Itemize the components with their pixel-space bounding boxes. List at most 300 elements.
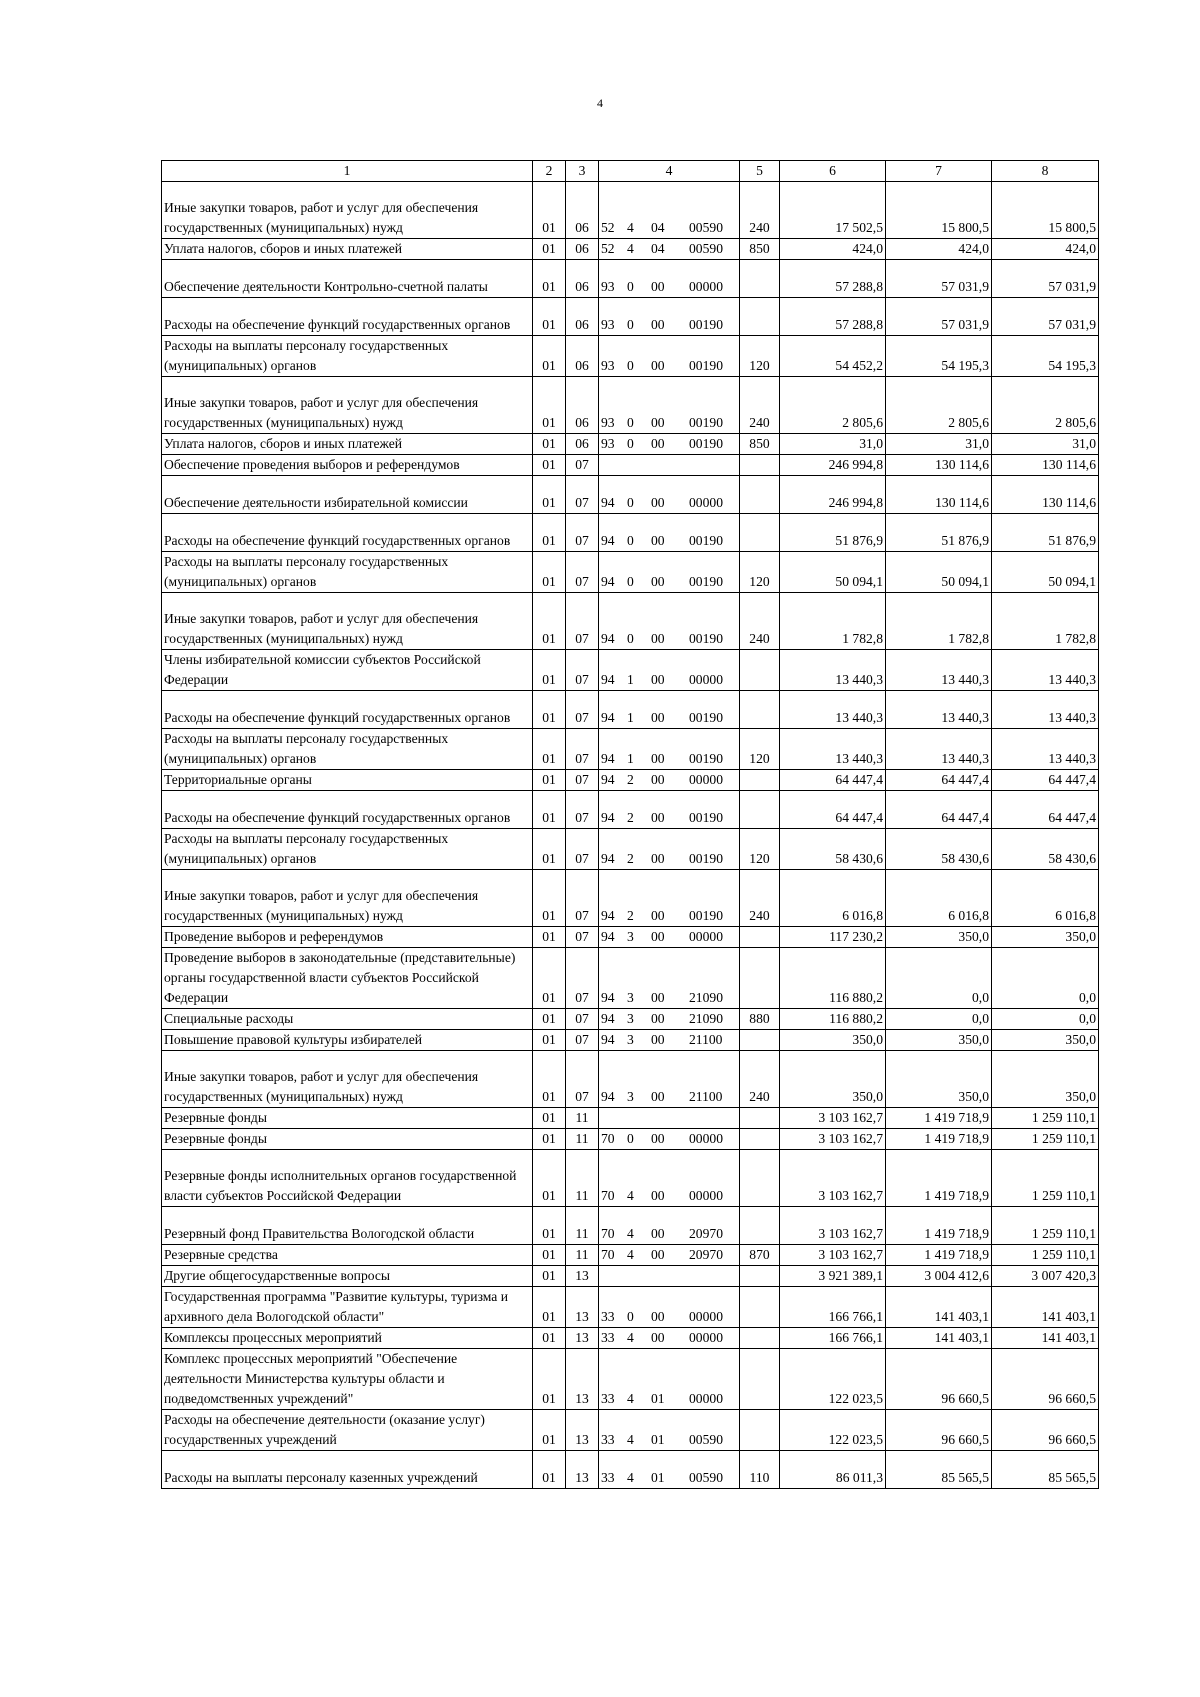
row-expense-type-code — [740, 1410, 780, 1451]
row-amount-3: 141 403,1 — [992, 1287, 1099, 1328]
target-article-segment: 20970 — [689, 1226, 723, 1241]
row-amount-1: 3 103 162,7 — [780, 1108, 886, 1129]
row-amount-2: 1 782,8 — [886, 593, 992, 650]
row-subsection-code: 07 — [566, 791, 599, 829]
row-section-code: 01 — [533, 239, 566, 260]
row-amount-2: 141 403,1 — [886, 1328, 992, 1349]
table-row — [162, 239, 1099, 260]
target-article-segment: 94 — [601, 631, 615, 646]
row-subsection-code: 07 — [566, 829, 599, 870]
table-row — [162, 1451, 1099, 1489]
table-row — [162, 455, 1099, 476]
row-amount-3: 0,0 — [992, 948, 1099, 1009]
row-amount-1: 6 016,8 — [780, 870, 886, 927]
row-amount-2: 6 016,8 — [886, 870, 992, 927]
row-amount-1: 57 288,8 — [780, 298, 886, 336]
row-amount-1: 50 094,1 — [780, 552, 886, 593]
row-amount-2: 13 440,3 — [886, 650, 992, 691]
row-section-code: 01 — [533, 1009, 566, 1030]
target-article-segment: 00190 — [689, 710, 723, 725]
row-subsection-code: 11 — [566, 1207, 599, 1245]
row-section-code: 01 — [533, 948, 566, 1009]
row-expense-type-code — [740, 1266, 780, 1287]
row-amount-2: 424,0 — [886, 239, 992, 260]
target-article-segment: 00590 — [689, 1470, 723, 1485]
row-name: Иные закупки товаров, работ и услуг для обеспечения государственных (муниципальных) нужд — [162, 182, 533, 239]
target-article-segment: 93 — [601, 415, 615, 430]
row-amount-2: 57 031,9 — [886, 260, 992, 298]
row-section-code: 01 — [533, 377, 566, 434]
row-amount-1: 246 994,8 — [780, 476, 886, 514]
row-section-code: 01 — [533, 182, 566, 239]
row-subsection-code: 07 — [566, 1030, 599, 1051]
target-article-segment: 0 — [627, 436, 634, 451]
target-article-segment: 0 — [627, 574, 634, 589]
target-article-segment: 4 — [627, 1470, 634, 1485]
row-target-article-code — [599, 927, 740, 948]
row-amount-1: 3 103 162,7 — [780, 1150, 886, 1207]
row-section-code: 01 — [533, 927, 566, 948]
target-article-segment: 0 — [627, 631, 634, 646]
row-amount-2: 1 419 718,9 — [886, 1108, 992, 1129]
target-article-segment: 70 — [601, 1226, 615, 1241]
row-expense-type-code — [740, 770, 780, 791]
target-article-segment: 70 — [601, 1247, 615, 1262]
row-expense-type-code: 120 — [740, 336, 780, 377]
row-target-article-code — [599, 455, 740, 476]
row-amount-3: 350,0 — [992, 1030, 1099, 1051]
target-article-segment: 21100 — [689, 1089, 723, 1104]
row-section-code: 01 — [533, 870, 566, 927]
target-article-segment: 00 — [651, 710, 665, 725]
row-target-article-code — [599, 1009, 740, 1030]
table-row — [162, 791, 1099, 829]
row-section-code: 01 — [533, 650, 566, 691]
target-article-segment: 00 — [651, 533, 665, 548]
target-article-segment: 4 — [627, 1391, 634, 1406]
target-article-segment: 2 — [627, 772, 634, 787]
target-article-segment: 00 — [651, 772, 665, 787]
target-article-segment: 3 — [627, 1089, 634, 1104]
row-target-article-code — [599, 1328, 740, 1349]
table-row — [162, 552, 1099, 593]
row-target-article-code — [599, 1451, 740, 1489]
row-amount-2: 1 419 718,9 — [886, 1245, 992, 1266]
row-amount-2: 96 660,5 — [886, 1410, 992, 1451]
row-expense-type-code: 110 — [740, 1451, 780, 1489]
target-article-segment: 4 — [627, 220, 634, 235]
row-target-article-code — [599, 1287, 740, 1328]
row-amount-3: 130 114,6 — [992, 476, 1099, 514]
row-target-article-code — [599, 1207, 740, 1245]
row-name: Резервные фонды исполнительных органов государственной власти субъектов Российской Федерации — [162, 1150, 533, 1207]
target-article-segment: 20970 — [689, 1247, 723, 1262]
table-row — [162, 829, 1099, 870]
target-article-segment: 00 — [651, 990, 665, 1005]
row-subsection-code: 11 — [566, 1108, 599, 1129]
row-expense-type-code: 120 — [740, 729, 780, 770]
table-row — [162, 1108, 1099, 1129]
header-col-5: 5 — [740, 161, 780, 182]
row-target-article-code — [599, 1245, 740, 1266]
row-amount-3: 350,0 — [992, 1051, 1099, 1108]
row-amount-1: 86 011,3 — [780, 1451, 886, 1489]
row-amount-1: 3 103 162,7 — [780, 1129, 886, 1150]
row-expense-type-code — [740, 260, 780, 298]
row-amount-3: 1 259 110,1 — [992, 1108, 1099, 1129]
target-article-segment: 3 — [627, 1032, 634, 1047]
target-article-segment: 94 — [601, 908, 615, 923]
row-target-article-code — [599, 336, 740, 377]
target-article-segment: 00 — [651, 1032, 665, 1047]
row-amount-1: 64 447,4 — [780, 770, 886, 791]
target-article-segment: 00 — [651, 358, 665, 373]
table-row — [162, 870, 1099, 927]
row-subsection-code: 07 — [566, 514, 599, 552]
row-amount-3: 85 565,5 — [992, 1451, 1099, 1489]
target-article-segment: 70 — [601, 1131, 615, 1146]
row-amount-1: 116 880,2 — [780, 948, 886, 1009]
row-amount-3: 1 259 110,1 — [992, 1150, 1099, 1207]
target-article-segment: 94 — [601, 990, 615, 1005]
table-header-row — [162, 161, 1099, 182]
table-row — [162, 260, 1099, 298]
row-name: Расходы на обеспечение функций государственных органов — [162, 791, 533, 829]
row-name: Расходы на выплаты персоналу государственных (муниципальных) органов — [162, 552, 533, 593]
row-section-code: 01 — [533, 514, 566, 552]
target-article-segment: 0 — [627, 1131, 634, 1146]
row-expense-type-code — [740, 1287, 780, 1328]
target-article-segment: 4 — [627, 1188, 634, 1203]
row-amount-2: 130 114,6 — [886, 476, 992, 514]
row-amount-3: 6 016,8 — [992, 870, 1099, 927]
target-article-segment: 00000 — [689, 279, 723, 294]
row-section-code: 01 — [533, 1451, 566, 1489]
table-row — [162, 182, 1099, 239]
table-row — [162, 1266, 1099, 1287]
header-col-2: 2 — [533, 161, 566, 182]
table-row — [162, 1030, 1099, 1051]
row-target-article-code — [599, 948, 740, 1009]
table-row — [162, 1287, 1099, 1328]
target-article-segment: 00190 — [689, 751, 723, 766]
row-subsection-code: 11 — [566, 1129, 599, 1150]
target-article-segment: 94 — [601, 851, 615, 866]
row-expense-type-code: 240 — [740, 593, 780, 650]
row-target-article-code — [599, 1150, 740, 1207]
row-amount-3: 13 440,3 — [992, 729, 1099, 770]
row-amount-3: 57 031,9 — [992, 298, 1099, 336]
target-article-segment: 21090 — [689, 990, 723, 1005]
target-article-segment: 94 — [601, 1032, 615, 1047]
row-amount-1: 31,0 — [780, 434, 886, 455]
row-target-article-code — [599, 514, 740, 552]
row-subsection-code: 13 — [566, 1328, 599, 1349]
row-target-article-code — [599, 1051, 740, 1108]
row-amount-3: 31,0 — [992, 434, 1099, 455]
target-article-segment: 94 — [601, 1089, 615, 1104]
row-name: Специальные расходы — [162, 1009, 533, 1030]
row-amount-1: 3 921 389,1 — [780, 1266, 886, 1287]
row-amount-2: 1 419 718,9 — [886, 1207, 992, 1245]
target-article-segment: 00000 — [689, 1188, 723, 1203]
row-name: Расходы на выплаты персоналу казенных учреждений — [162, 1451, 533, 1489]
row-expense-type-code: 870 — [740, 1245, 780, 1266]
target-article-segment: 1 — [627, 672, 634, 687]
row-section-code: 01 — [533, 791, 566, 829]
table-row — [162, 1051, 1099, 1108]
target-article-segment: 33 — [601, 1309, 615, 1324]
target-article-segment: 94 — [601, 1011, 615, 1026]
row-subsection-code: 07 — [566, 1051, 599, 1108]
table-row — [162, 336, 1099, 377]
target-article-segment: 00000 — [689, 772, 723, 787]
row-name: Другие общегосударственные вопросы — [162, 1266, 533, 1287]
row-amount-1: 122 023,5 — [780, 1349, 886, 1410]
row-amount-2: 64 447,4 — [886, 770, 992, 791]
row-amount-2: 141 403,1 — [886, 1287, 992, 1328]
target-article-segment: 01 — [651, 1470, 665, 1485]
target-article-segment: 33 — [601, 1470, 615, 1485]
row-amount-2: 51 876,9 — [886, 514, 992, 552]
row-section-code: 01 — [533, 1129, 566, 1150]
row-subsection-code: 13 — [566, 1266, 599, 1287]
row-amount-3: 64 447,4 — [992, 770, 1099, 791]
row-target-article-code — [599, 298, 740, 336]
row-amount-3: 57 031,9 — [992, 260, 1099, 298]
target-article-segment: 00190 — [689, 533, 723, 548]
row-section-code: 01 — [533, 1108, 566, 1129]
row-amount-3: 15 800,5 — [992, 182, 1099, 239]
target-article-segment: 00190 — [689, 631, 723, 646]
target-article-segment: 00190 — [689, 317, 723, 332]
header-col-4: 4 — [599, 161, 740, 182]
row-section-code: 01 — [533, 336, 566, 377]
table-row — [162, 593, 1099, 650]
row-amount-1: 3 103 162,7 — [780, 1245, 886, 1266]
header-col-3: 3 — [566, 161, 599, 182]
target-article-segment: 00 — [651, 1330, 665, 1345]
row-name: Уплата налогов, сборов и иных платежей — [162, 239, 533, 260]
target-article-segment: 00000 — [689, 1309, 723, 1324]
row-subsection-code: 13 — [566, 1451, 599, 1489]
row-name: Комплексы процессных мероприятий — [162, 1328, 533, 1349]
target-article-segment: 00000 — [689, 1330, 723, 1345]
table-row — [162, 770, 1099, 791]
row-amount-2: 64 447,4 — [886, 791, 992, 829]
table-row — [162, 1009, 1099, 1030]
row-amount-3: 13 440,3 — [992, 691, 1099, 729]
row-amount-2: 2 805,6 — [886, 377, 992, 434]
row-section-code: 01 — [533, 298, 566, 336]
target-article-segment: 00 — [651, 751, 665, 766]
row-amount-3: 1 259 110,1 — [992, 1245, 1099, 1266]
target-article-segment: 04 — [651, 220, 665, 235]
table-row — [162, 1150, 1099, 1207]
target-article-segment: 21100 — [689, 1032, 723, 1047]
row-expense-type-code — [740, 1108, 780, 1129]
row-amount-1: 54 452,2 — [780, 336, 886, 377]
target-article-segment: 4 — [627, 241, 634, 256]
row-amount-3: 424,0 — [992, 239, 1099, 260]
row-section-code: 01 — [533, 1030, 566, 1051]
row-amount-1: 3 103 162,7 — [780, 1207, 886, 1245]
row-subsection-code: 07 — [566, 948, 599, 1009]
row-subsection-code: 07 — [566, 476, 599, 514]
row-target-article-code — [599, 1349, 740, 1410]
row-section-code: 01 — [533, 829, 566, 870]
target-article-segment: 00190 — [689, 415, 723, 430]
target-article-segment: 00 — [651, 495, 665, 510]
row-amount-2: 350,0 — [886, 1030, 992, 1051]
row-section-code: 01 — [533, 1245, 566, 1266]
row-expense-type-code — [740, 927, 780, 948]
row-amount-2: 15 800,5 — [886, 182, 992, 239]
row-target-article-code — [599, 1108, 740, 1129]
row-expense-type-code — [740, 791, 780, 829]
header-col-1: 1 — [162, 161, 533, 182]
target-article-segment: 2 — [627, 810, 634, 825]
row-target-article-code — [599, 434, 740, 455]
target-article-segment: 94 — [601, 672, 615, 687]
row-amount-3: 50 094,1 — [992, 552, 1099, 593]
row-target-article-code — [599, 552, 740, 593]
row-subsection-code: 07 — [566, 870, 599, 927]
row-section-code: 01 — [533, 1328, 566, 1349]
row-amount-2: 13 440,3 — [886, 691, 992, 729]
row-amount-2: 57 031,9 — [886, 298, 992, 336]
row-amount-1: 116 880,2 — [780, 1009, 886, 1030]
row-section-code: 01 — [533, 552, 566, 593]
row-target-article-code — [599, 870, 740, 927]
row-amount-1: 166 766,1 — [780, 1328, 886, 1349]
row-name: Резервные средства — [162, 1245, 533, 1266]
row-target-article-code — [599, 829, 740, 870]
target-article-segment: 0 — [627, 358, 634, 373]
row-amount-3: 1 782,8 — [992, 593, 1099, 650]
table-row — [162, 1207, 1099, 1245]
row-amount-3: 96 660,5 — [992, 1410, 1099, 1451]
row-section-code: 01 — [533, 729, 566, 770]
row-amount-3: 3 007 420,3 — [992, 1266, 1099, 1287]
row-expense-type-code — [740, 1207, 780, 1245]
target-article-segment: 2 — [627, 851, 634, 866]
row-name: Обеспечение деятельности Контрольно-счетной палаты — [162, 260, 533, 298]
target-article-segment: 04 — [651, 241, 665, 256]
target-article-segment: 33 — [601, 1330, 615, 1345]
row-name: Территориальные органы — [162, 770, 533, 791]
row-amount-1: 122 023,5 — [780, 1410, 886, 1451]
target-article-segment: 94 — [601, 533, 615, 548]
page-number: 4 — [597, 96, 603, 110]
row-name: Резервные фонды — [162, 1108, 533, 1129]
table-row — [162, 514, 1099, 552]
row-section-code: 01 — [533, 455, 566, 476]
row-target-article-code — [599, 239, 740, 260]
target-article-segment: 1 — [627, 710, 634, 725]
row-amount-1: 64 447,4 — [780, 791, 886, 829]
row-amount-2: 1 419 718,9 — [886, 1129, 992, 1150]
row-target-article-code — [599, 593, 740, 650]
target-article-segment: 52 — [601, 220, 615, 235]
target-article-segment: 00 — [651, 317, 665, 332]
row-section-code: 01 — [533, 434, 566, 455]
row-expense-type-code: 240 — [740, 182, 780, 239]
row-name: Расходы на выплаты персоналу государственных (муниципальных) органов — [162, 729, 533, 770]
row-target-article-code — [599, 476, 740, 514]
row-amount-2: 58 430,6 — [886, 829, 992, 870]
row-name: Иные закупки товаров, работ и услуг для обеспечения государственных (муниципальных) нужд — [162, 593, 533, 650]
row-target-article-code — [599, 182, 740, 239]
row-subsection-code: 07 — [566, 729, 599, 770]
row-subsection-code: 06 — [566, 298, 599, 336]
target-article-segment: 00 — [651, 279, 665, 294]
row-amount-1: 13 440,3 — [780, 650, 886, 691]
target-article-segment: 00 — [651, 631, 665, 646]
row-subsection-code: 07 — [566, 691, 599, 729]
row-amount-3: 96 660,5 — [992, 1349, 1099, 1410]
row-section-code: 01 — [533, 476, 566, 514]
row-subsection-code: 13 — [566, 1349, 599, 1410]
row-name: Проведение выборов и референдумов — [162, 927, 533, 948]
target-article-segment: 01 — [651, 1432, 665, 1447]
target-article-segment: 3 — [627, 1011, 634, 1026]
row-name: Расходы на обеспечение функций государственных органов — [162, 514, 533, 552]
row-amount-1: 17 502,5 — [780, 182, 886, 239]
row-subsection-code: 07 — [566, 650, 599, 691]
row-subsection-code: 07 — [566, 593, 599, 650]
row-subsection-code: 07 — [566, 552, 599, 593]
row-section-code: 01 — [533, 1150, 566, 1207]
target-article-segment: 00 — [651, 908, 665, 923]
row-amount-1: 350,0 — [780, 1051, 886, 1108]
row-amount-2: 13 440,3 — [886, 729, 992, 770]
target-article-segment: 4 — [627, 1247, 634, 1262]
row-subsection-code: 06 — [566, 260, 599, 298]
row-subsection-code: 06 — [566, 434, 599, 455]
target-article-segment: 00 — [651, 810, 665, 825]
table-row — [162, 298, 1099, 336]
row-expense-type-code — [740, 1328, 780, 1349]
target-article-segment: 00190 — [689, 436, 723, 451]
row-target-article-code — [599, 791, 740, 829]
table-row — [162, 434, 1099, 455]
row-section-code: 01 — [533, 1207, 566, 1245]
row-name: Проведение выборов в законодательные (представительные) органы государственной власти субъектов Российской Федерации — [162, 948, 533, 1009]
row-amount-1: 166 766,1 — [780, 1287, 886, 1328]
target-article-segment: 4 — [627, 1226, 634, 1241]
row-name: Повышение правовой культуры избирателей — [162, 1030, 533, 1051]
row-target-article-code — [599, 1129, 740, 1150]
target-article-segment: 0 — [627, 317, 634, 332]
row-subsection-code: 07 — [566, 1009, 599, 1030]
target-article-segment: 00190 — [689, 358, 723, 373]
target-article-segment: 01 — [651, 1391, 665, 1406]
row-name: Резервный фонд Правительства Вологодской области — [162, 1207, 533, 1245]
row-amount-2: 350,0 — [886, 927, 992, 948]
target-article-segment: 00 — [651, 1131, 665, 1146]
row-amount-2: 130 114,6 — [886, 455, 992, 476]
row-expense-type-code — [740, 514, 780, 552]
row-expense-type-code: 120 — [740, 829, 780, 870]
row-amount-1: 51 876,9 — [780, 514, 886, 552]
row-name: Расходы на выплаты персоналу государственных (муниципальных) органов — [162, 829, 533, 870]
table-row — [162, 1129, 1099, 1150]
row-section-code: 01 — [533, 770, 566, 791]
target-article-segment: 00590 — [689, 220, 723, 235]
row-expense-type-code: 850 — [740, 239, 780, 260]
row-expense-type-code: 880 — [740, 1009, 780, 1030]
